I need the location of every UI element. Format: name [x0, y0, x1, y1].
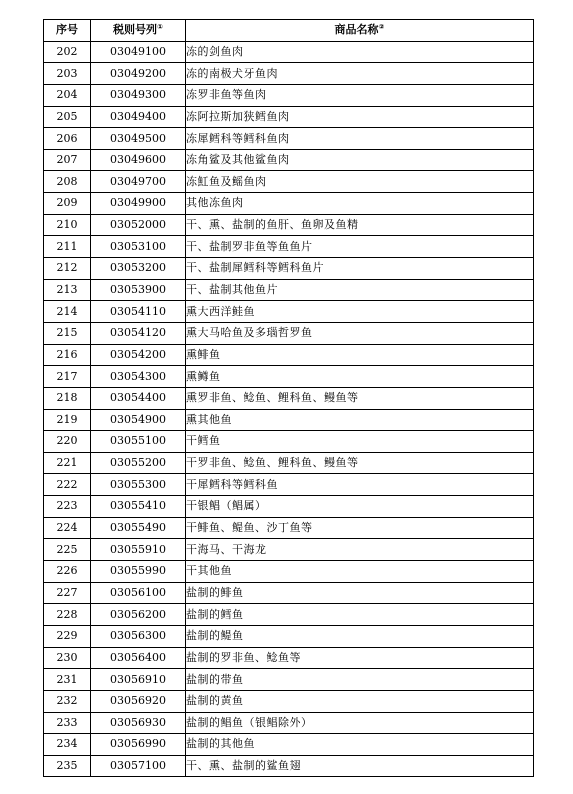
table-row	[44, 236, 534, 258]
row-product-name: 熏其他鱼	[186, 409, 534, 431]
row-tariff-code: 03053200	[91, 258, 186, 280]
table-row	[44, 625, 534, 647]
row-seq: 220	[44, 431, 91, 453]
table-row	[44, 452, 534, 474]
row-product-name: 盐制的带鱼	[186, 669, 534, 691]
table-row	[44, 604, 534, 626]
row-tariff-code: 03049900	[91, 193, 186, 215]
row-tariff-code: 03056990	[91, 734, 186, 756]
row-product-name: 其他冻鱼肉	[186, 193, 534, 215]
header-code-label: 税则号列	[113, 23, 158, 37]
row-tariff-code: 03055300	[91, 474, 186, 496]
table-row	[44, 344, 534, 366]
row-product-name: 盐制的黄鱼	[186, 690, 534, 712]
row-product-name: 熏大西洋鲑鱼	[186, 301, 534, 323]
table-row	[44, 258, 534, 280]
row-product-name: 熏大马哈鱼及多瑙哲罗鱼	[186, 322, 534, 344]
table-row	[44, 322, 534, 344]
row-seq: 209	[44, 193, 91, 215]
row-tariff-code: 03056910	[91, 669, 186, 691]
row-product-name: 干、熏、盐制的鱼肝、鱼卵及鱼精	[186, 214, 534, 236]
row-tariff-code: 03052000	[91, 214, 186, 236]
table-row	[44, 517, 534, 539]
table-row	[44, 171, 534, 193]
row-tariff-code: 03056920	[91, 690, 186, 712]
row-product-name: 干、盐制犀鳕科等鳕科鱼片	[186, 258, 534, 280]
table-row	[44, 712, 534, 734]
table-row	[44, 106, 534, 128]
row-seq: 213	[44, 279, 91, 301]
row-product-name: 冻魟鱼及鳐鱼肉	[186, 171, 534, 193]
row-tariff-code: 03054200	[91, 344, 186, 366]
row-seq: 211	[44, 236, 91, 258]
row-tariff-code: 03049700	[91, 171, 186, 193]
table-row	[44, 474, 534, 496]
row-tariff-code: 03054300	[91, 366, 186, 388]
row-product-name: 盐制的鳀鱼	[186, 625, 534, 647]
row-product-name: 干海马、干海龙	[186, 539, 534, 561]
header-seq-label: 序号	[56, 23, 78, 37]
header-name-footnote: ②	[378, 23, 385, 32]
table-body	[44, 41, 534, 777]
table-row	[44, 561, 534, 583]
row-product-name: 干其他鱼	[186, 561, 534, 583]
table-row	[44, 84, 534, 106]
table-row	[44, 539, 534, 561]
row-product-name: 盐制的罗非鱼、鲶鱼等	[186, 647, 534, 669]
table-row	[44, 582, 534, 604]
row-tariff-code: 03049300	[91, 84, 186, 106]
row-product-name: 盐制的鳕鱼	[186, 604, 534, 626]
row-seq: 234	[44, 734, 91, 756]
header-name-label: 商品名称	[334, 23, 379, 37]
row-product-name: 冻的剑鱼肉	[186, 41, 534, 63]
row-seq: 215	[44, 322, 91, 344]
table-row	[44, 128, 534, 150]
row-product-name: 熏罗非鱼、鲶鱼、鲤科鱼、鳗鱼等	[186, 387, 534, 409]
row-product-name: 干、盐制罗非鱼等鱼鱼片	[186, 236, 534, 258]
row-seq: 207	[44, 149, 91, 171]
row-tariff-code: 03054900	[91, 409, 186, 431]
row-tariff-code: 03049500	[91, 128, 186, 150]
row-product-name: 干、熏、盐制的鲨鱼翅	[186, 755, 534, 777]
header-code	[91, 20, 186, 42]
row-product-name: 冻角鲨及其他鲨鱼肉	[186, 149, 534, 171]
table-row	[44, 301, 534, 323]
row-tariff-code: 03055910	[91, 539, 186, 561]
row-seq: 223	[44, 496, 91, 518]
row-seq: 219	[44, 409, 91, 431]
row-product-name: 盐制的鲳鱼（银鲳除外）	[186, 712, 534, 734]
row-tariff-code: 03055200	[91, 452, 186, 474]
header-name	[186, 20, 534, 42]
row-tariff-code: 03054110	[91, 301, 186, 323]
row-seq: 202	[44, 41, 91, 63]
table-row	[44, 63, 534, 85]
row-seq: 204	[44, 84, 91, 106]
table-row	[44, 431, 534, 453]
row-product-name: 干鳕鱼	[186, 431, 534, 453]
row-product-name: 冻犀鳕科等鳕科鱼肉	[186, 128, 534, 150]
row-product-name: 盐制的鲱鱼	[186, 582, 534, 604]
header-code-footnote: ①	[157, 23, 163, 32]
row-seq: 222	[44, 474, 91, 496]
row-seq: 216	[44, 344, 91, 366]
row-tariff-code: 03055490	[91, 517, 186, 539]
table-row	[44, 193, 534, 215]
row-tariff-code: 03055410	[91, 496, 186, 518]
table-row	[44, 214, 534, 236]
table-row	[44, 755, 534, 777]
header-row	[44, 20, 534, 42]
table-row	[44, 647, 534, 669]
row-product-name: 盐制的其他鱼	[186, 734, 534, 756]
tariff-table	[43, 19, 534, 777]
row-seq: 203	[44, 63, 91, 85]
row-seq: 230	[44, 647, 91, 669]
row-product-name: 冻罗非鱼等鱼肉	[186, 84, 534, 106]
row-tariff-code: 03056400	[91, 647, 186, 669]
row-seq: 210	[44, 214, 91, 236]
row-seq: 217	[44, 366, 91, 388]
row-tariff-code: 03049600	[91, 149, 186, 171]
table-row	[44, 149, 534, 171]
row-product-name: 冻的南极犬牙鱼肉	[186, 63, 534, 85]
row-seq: 214	[44, 301, 91, 323]
table-row	[44, 387, 534, 409]
row-tariff-code: 03049100	[91, 41, 186, 63]
row-tariff-code: 03049200	[91, 63, 186, 85]
row-seq: 225	[44, 539, 91, 561]
table-row	[44, 496, 534, 518]
row-seq: 233	[44, 712, 91, 734]
row-tariff-code: 03054400	[91, 387, 186, 409]
row-product-name: 干、盐制其他鱼片	[186, 279, 534, 301]
table-row	[44, 669, 534, 691]
row-tariff-code: 03055100	[91, 431, 186, 453]
row-seq: 229	[44, 625, 91, 647]
row-seq: 205	[44, 106, 91, 128]
row-seq: 232	[44, 690, 91, 712]
header-seq	[44, 20, 91, 42]
row-seq: 224	[44, 517, 91, 539]
row-product-name: 熏鲱鱼	[186, 344, 534, 366]
row-product-name: 干鲱鱼、鳀鱼、沙丁鱼等	[186, 517, 534, 539]
row-tariff-code: 03056300	[91, 625, 186, 647]
row-tariff-code: 03055990	[91, 561, 186, 583]
row-tariff-code: 03053100	[91, 236, 186, 258]
row-product-name: 冻阿拉斯加狭鳕鱼肉	[186, 106, 534, 128]
row-seq: 235	[44, 755, 91, 777]
row-seq: 231	[44, 669, 91, 691]
row-tariff-code: 03056930	[91, 712, 186, 734]
row-product-name: 干犀鳕科等鳕科鱼	[186, 474, 534, 496]
row-seq: 227	[44, 582, 91, 604]
table-row	[44, 409, 534, 431]
row-seq: 228	[44, 604, 91, 626]
row-seq: 212	[44, 258, 91, 280]
row-tariff-code: 03056200	[91, 604, 186, 626]
row-tariff-code: 03056100	[91, 582, 186, 604]
row-tariff-code: 03053900	[91, 279, 186, 301]
row-tariff-code: 03054120	[91, 322, 186, 344]
row-seq: 218	[44, 387, 91, 409]
table-row	[44, 366, 534, 388]
row-tariff-code: 03057100	[91, 755, 186, 777]
table-row	[44, 734, 534, 756]
table-row	[44, 279, 534, 301]
row-product-name: 熏鳟鱼	[186, 366, 534, 388]
table-row	[44, 690, 534, 712]
row-product-name: 干罗非鱼、鲶鱼、鲤科鱼、鳗鱼等	[186, 452, 534, 474]
row-tariff-code: 03049400	[91, 106, 186, 128]
row-seq: 221	[44, 452, 91, 474]
row-seq: 206	[44, 128, 91, 150]
row-product-name: 干银鲳（鲳属）	[186, 496, 534, 518]
row-seq: 226	[44, 561, 91, 583]
table-row	[44, 41, 534, 63]
row-seq: 208	[44, 171, 91, 193]
